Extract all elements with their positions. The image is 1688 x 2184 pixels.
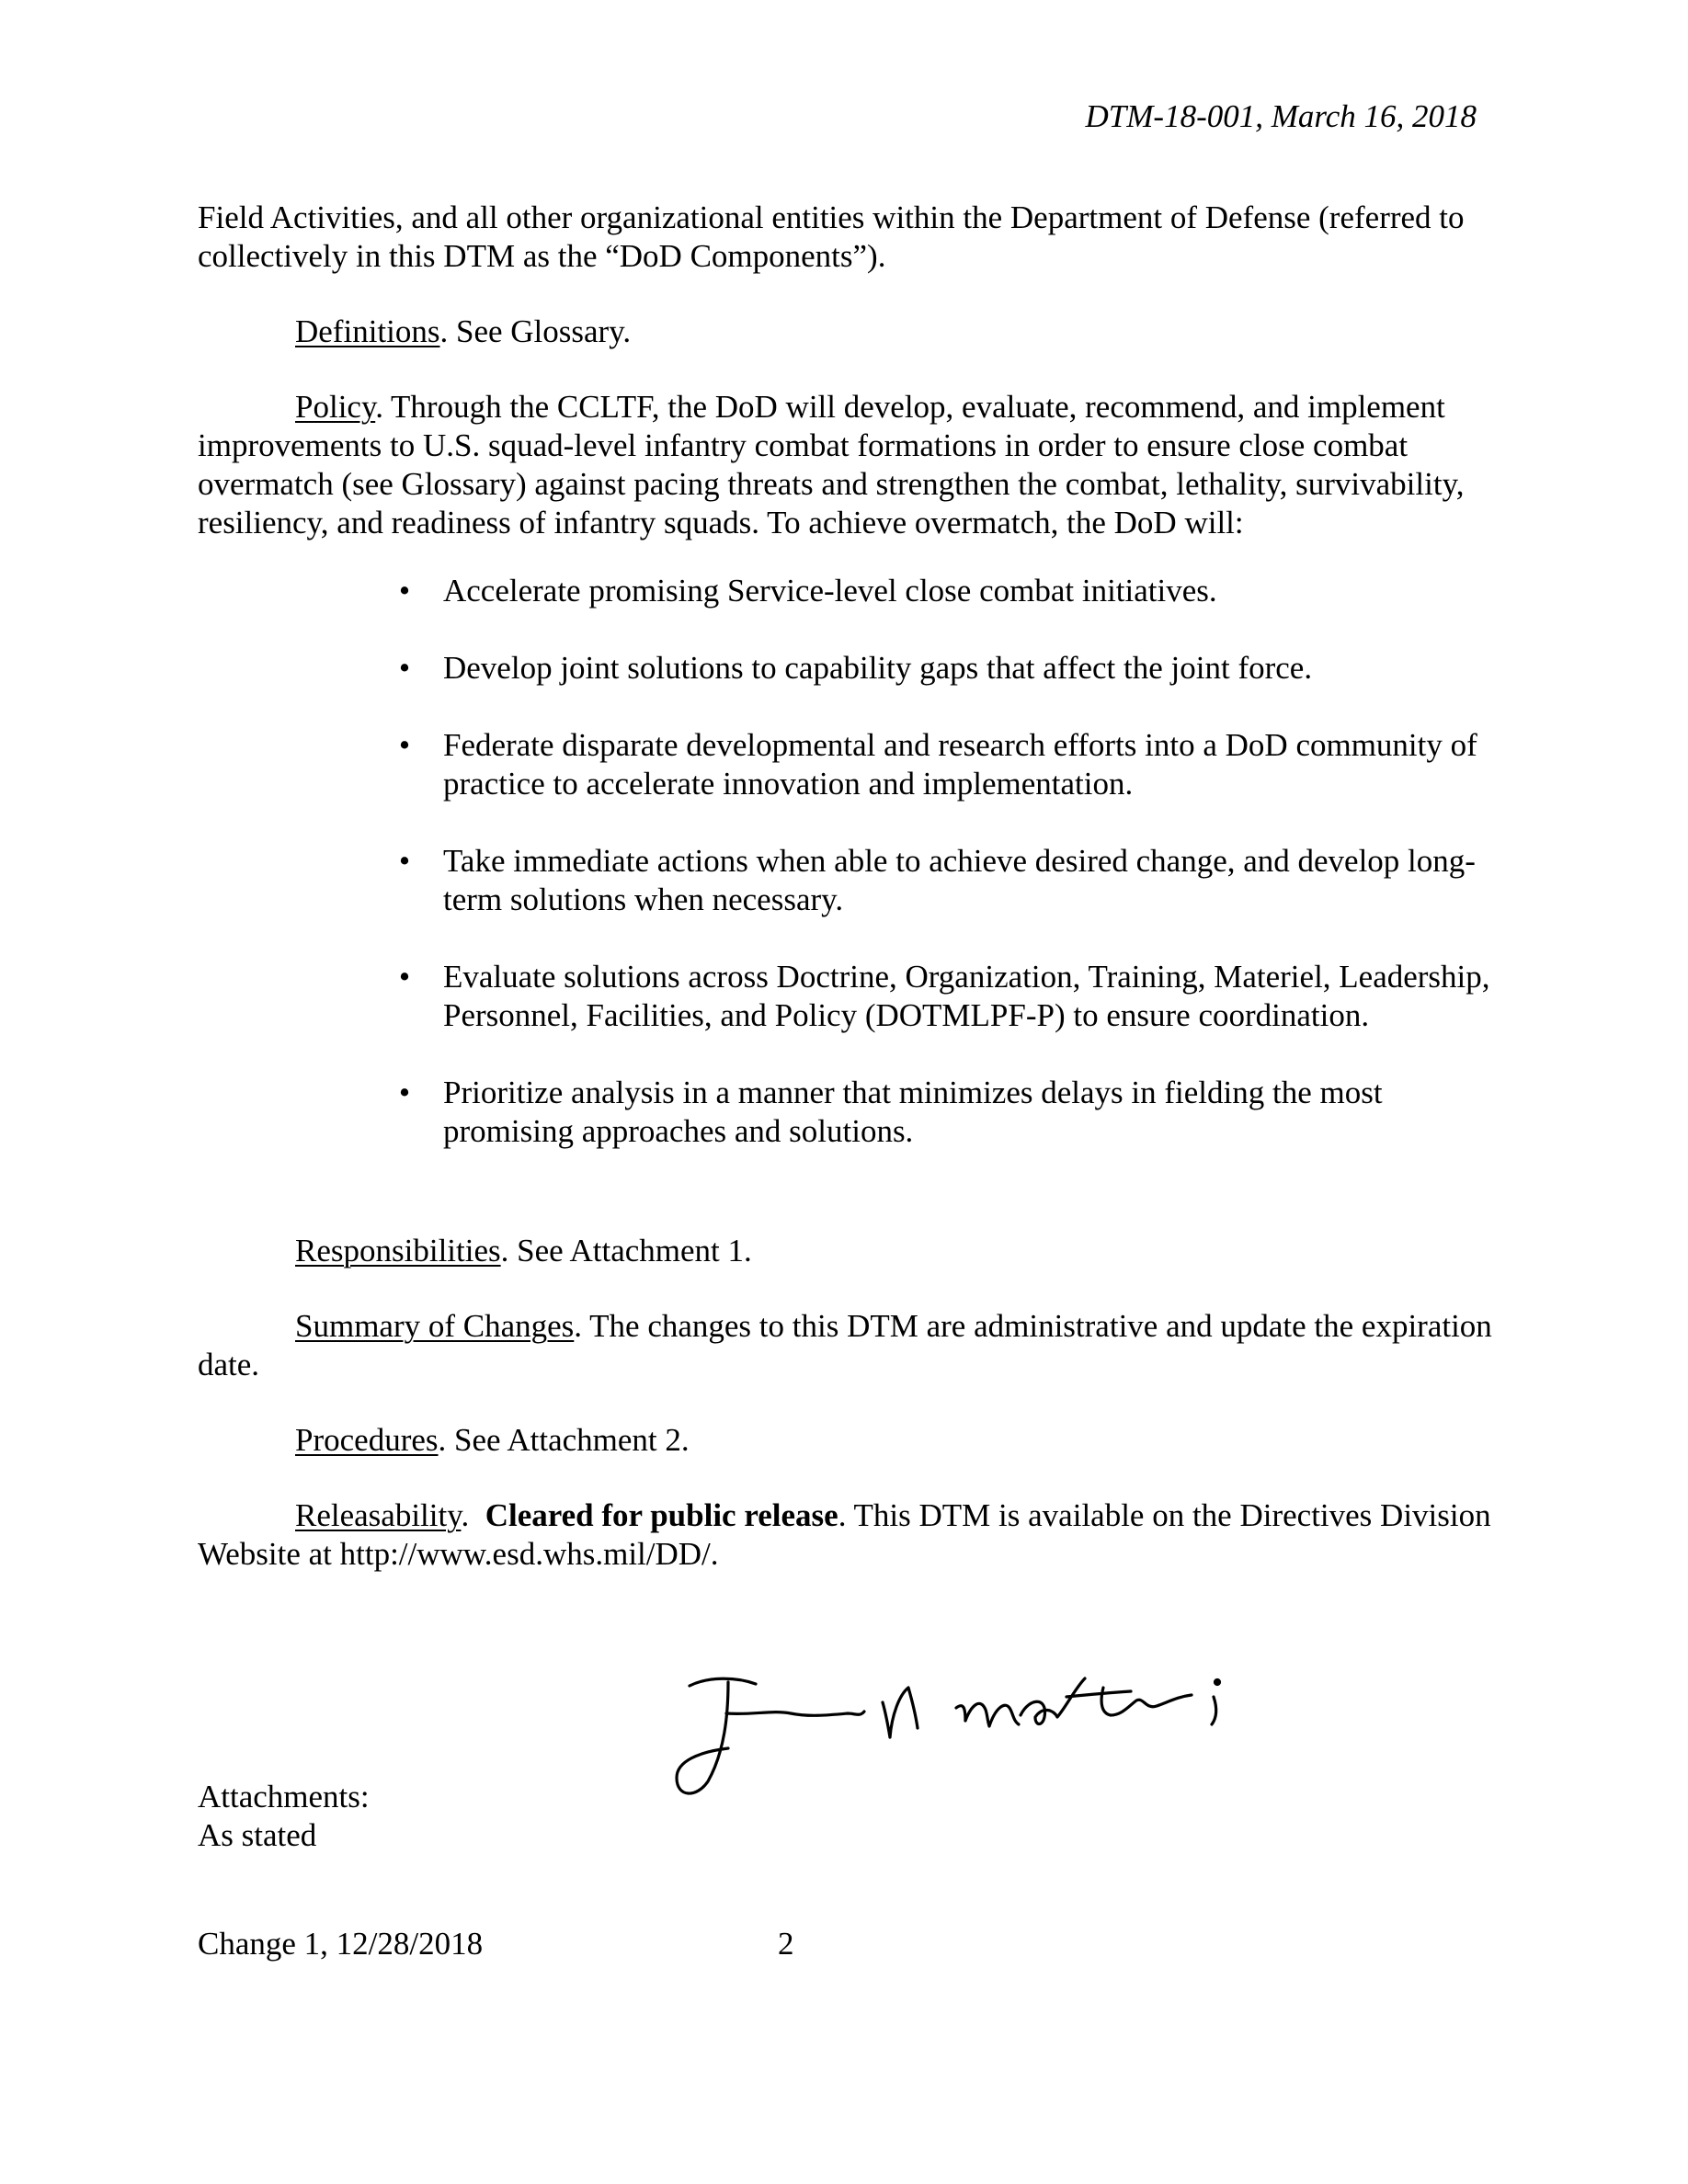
- policy-section: [198, 388, 1494, 542]
- policy-bullet-item: [395, 726, 1494, 803]
- bullet-text: Accelerate promising Service-level close combat initiatives.: [443, 573, 1217, 609]
- policy-paragraph: [198, 388, 1494, 542]
- bullet-text: Develop joint solutions to capability gaps that affect the joint force.: [443, 650, 1313, 686]
- attachments-block: [198, 1778, 370, 1855]
- definitions-heading: Definitions: [295, 313, 440, 349]
- policy-bullet-item: [395, 842, 1494, 919]
- procedures-section: [198, 1421, 1494, 1460]
- policy-bullet-item: [395, 958, 1494, 1035]
- bullet-icon: •: [398, 650, 411, 686]
- responsibilities-text: . See Attachment 1.: [500, 1233, 752, 1268]
- summary-of-changes-heading: Summary of Changes: [295, 1308, 575, 1344]
- footer-change: Change 1, 12/28/2018: [198, 1926, 484, 1962]
- page-number: 2: [778, 1926, 794, 1962]
- procedures-text: . See Attachment 2.: [438, 1422, 690, 1458]
- attachments-value: As stated: [198, 1817, 317, 1853]
- policy-text: . Through the CCLTF, the DoD will develop, evaluate, recommend, and implement improvements to U.S. squad-level infantry combat formations in order to ensure close combat overmatch (see Glossary) against pacing threats and strengthen the combat, lethality, survivability, resiliency, and readiness of infantry squads. To achieve overmatch, the DoD will:: [198, 389, 1465, 540]
- responsibilities-paragraph: [198, 1232, 1494, 1270]
- bullet-text: Evaluate solutions across Doctrine, Organization, Training, Materiel, Leadership, Personnel, Facilities, and Policy (DOTMLPF-P) to ensure coordination.: [443, 959, 1490, 1033]
- bullet-text: Federate disparate developmental and research efforts into a DoD community of practice to accelerate innovation and implementation.: [443, 727, 1477, 802]
- procedures-heading: Procedures: [295, 1422, 439, 1458]
- releasability-bold-text: Cleared for public release: [485, 1497, 838, 1533]
- intro-text: Field Activities, and all other organizational entities within the Department of Defense (referred to collectively in this DTM as the “DoD Components”).: [198, 199, 1465, 274]
- responsibilities-heading: Responsibilities: [295, 1233, 501, 1268]
- bullet-icon: •: [398, 1075, 411, 1110]
- policy-bullet-list: [395, 572, 1494, 1189]
- procedures-paragraph: [198, 1421, 1494, 1460]
- policy-bullet-item: [395, 649, 1494, 688]
- summary-of-changes-text: . The changes to this DTM are administrative and update the expiration date.: [198, 1308, 1492, 1382]
- releasability-section: [198, 1496, 1494, 1574]
- bullet-text: Prioritize analysis in a manner that minimizes delays in fielding the most promising approaches and solutions.: [443, 1075, 1383, 1149]
- releasability-text: . This DTM is available on the Directives Division Website at http://www.esd.whs.mil/DD/.: [198, 1497, 1491, 1572]
- releasability-heading: Releasability: [295, 1497, 462, 1533]
- policy-bullet-item: [395, 1074, 1494, 1151]
- responsibilities-section: [198, 1232, 1494, 1270]
- bullet-icon: •: [398, 843, 411, 879]
- releasability-separator: .: [461, 1497, 485, 1533]
- policy-heading: Policy: [295, 389, 376, 425]
- signature-image: [671, 1660, 1260, 1798]
- bullet-text: Take immediate actions when able to achieve desired change, and develop long-term solutions when necessary.: [443, 843, 1476, 917]
- policy-bullet-item: [395, 572, 1494, 610]
- attachments-label: Attachments:: [198, 1779, 370, 1814]
- bullet-icon: •: [398, 959, 411, 995]
- bullet-icon: •: [398, 573, 411, 609]
- bullet-icon: •: [398, 727, 411, 763]
- definitions-text: . See Glossary.: [439, 313, 632, 349]
- document-header-id: DTM-18-001, March 16, 2018: [1085, 98, 1477, 134]
- definitions-section: [198, 313, 1494, 351]
- releasability-paragraph: [198, 1496, 1494, 1574]
- intro-paragraph: [198, 199, 1494, 276]
- definitions-paragraph: [198, 313, 1494, 351]
- summary-of-changes-paragraph: [198, 1307, 1494, 1384]
- summary-of-changes-section: [198, 1307, 1494, 1384]
